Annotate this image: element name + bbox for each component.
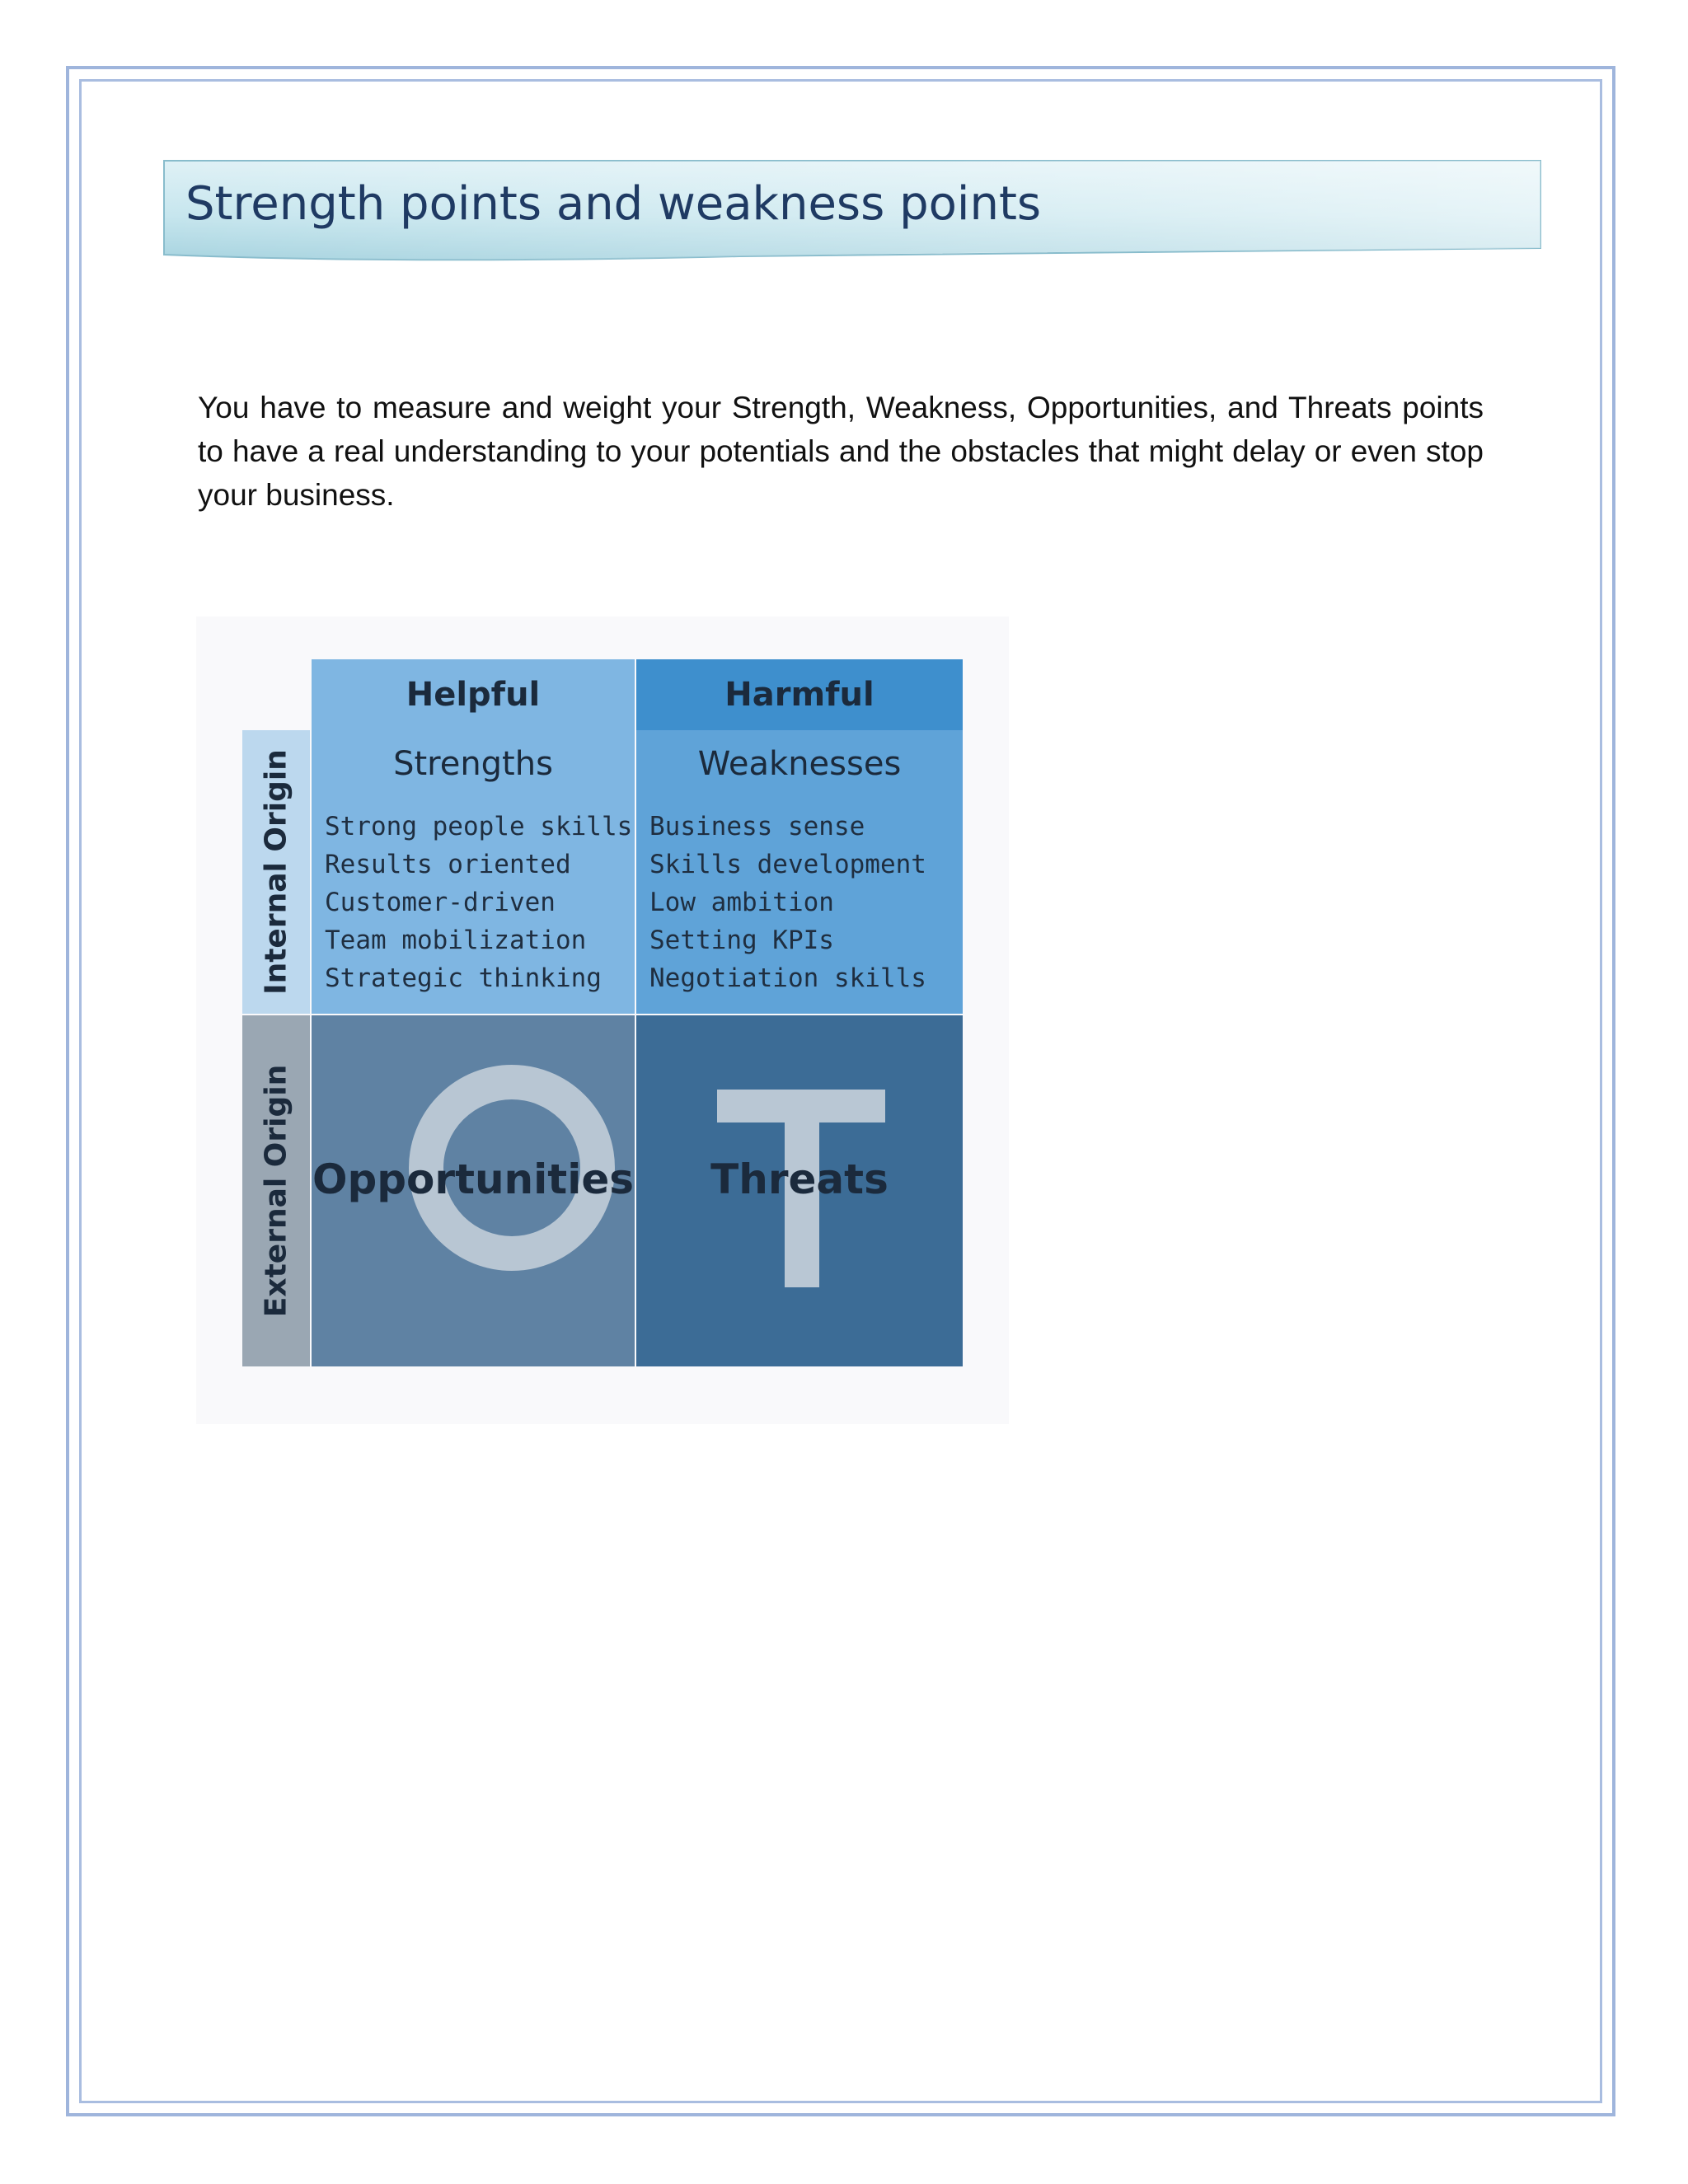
opportunities-title: Opportunities (312, 1155, 635, 1203)
row-label-external (242, 1015, 310, 1366)
list-item: Low ambition (649, 888, 834, 917)
list-item: Skills development (649, 850, 926, 879)
row-label-external-text: External Origin (259, 1064, 293, 1318)
list-item: Setting KPIs (649, 926, 834, 955)
quadrant-opportunities (312, 1015, 635, 1366)
column-header-harmful: Harmful (636, 659, 963, 730)
weaknesses-list (649, 808, 926, 997)
quadrant-threats (636, 1015, 963, 1366)
column-header-helpful: Helpful (312, 659, 635, 730)
list-item: Business sense (649, 812, 865, 841)
intro-paragraph: You have to measure and weight your Strength, Weakness, Opportunities, and Threats points to have a real understanding to your potentials and the obstacles that might delay or even stop your business. (198, 391, 1484, 512)
list-item: Team mobilization (325, 926, 587, 955)
swot-diagram (196, 616, 1009, 1424)
row-label-internal (242, 730, 310, 1014)
list-item: Customer-driven (325, 888, 556, 917)
quadrant-weaknesses (636, 730, 963, 1014)
weaknesses-title: Weaknesses (697, 745, 902, 783)
strengths-list (325, 808, 632, 997)
list-item: Strong people skills (325, 812, 633, 841)
row-label-internal-text: Internal Origin (259, 749, 293, 995)
page-title: Strength points and weakness points (185, 177, 1042, 231)
threats-title: Threats (710, 1155, 889, 1203)
quadrant-strengths (312, 730, 635, 1014)
strengths-title: Strengths (393, 745, 553, 783)
heading-banner (162, 159, 1542, 263)
list-item: Results oriented (325, 850, 571, 879)
list-item: Negotiation skills (649, 963, 926, 993)
list-item: Strategic thinking (325, 963, 602, 993)
